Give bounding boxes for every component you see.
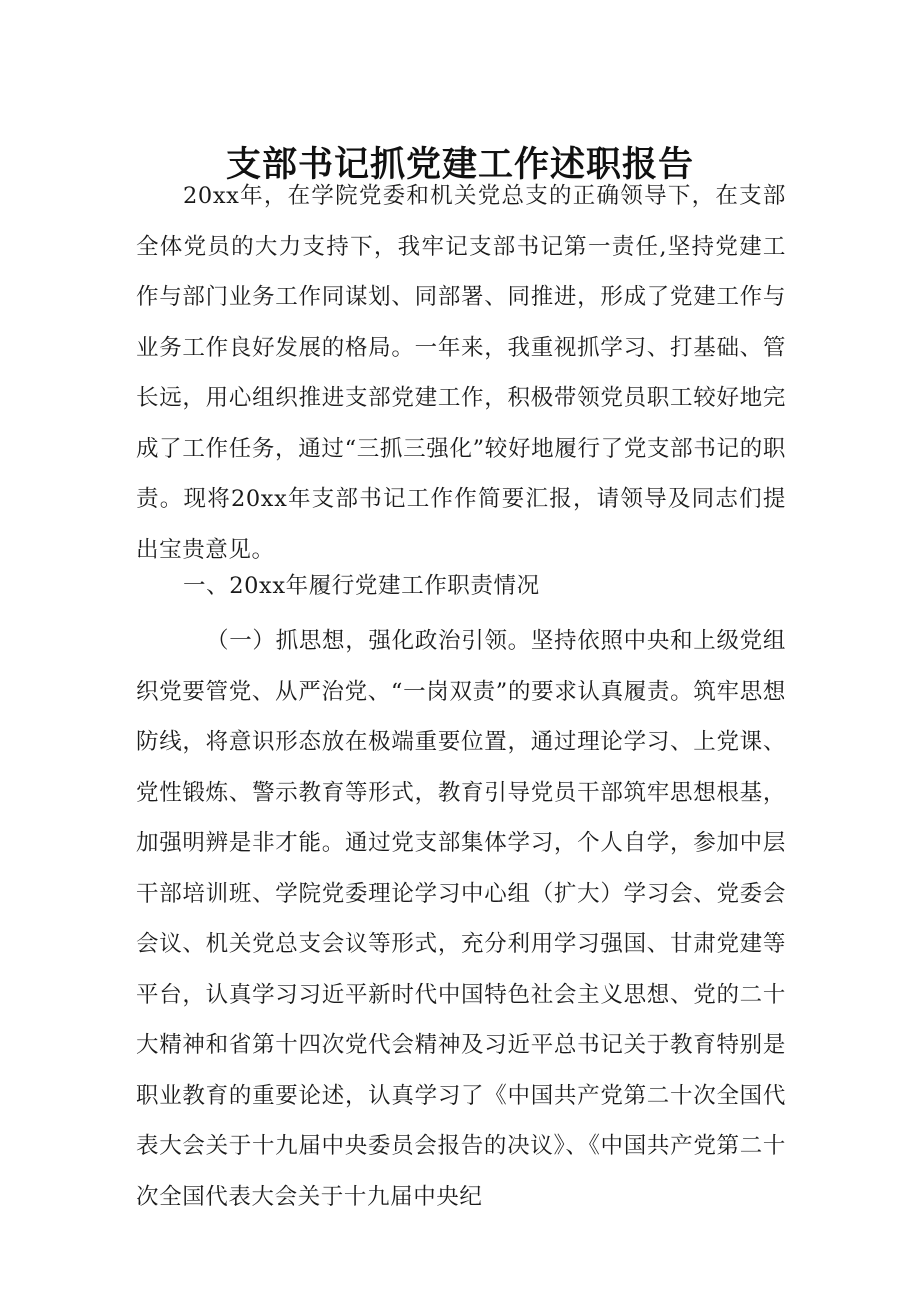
section-paragraph: （一）抓思想，强化政治引领。坚持依照中央和上级党组织党要管党、从严治党、“一岗双责”的要求认真履责。筑牢思想防线，将意识形态放在极端重要位置，通过理论学习、上党课、党性锻炼、警示教育等形式，教育引导党员干部筑牢思想根基，加强明辨是非才能。通过党支部集体学习，个人自学，参加中层干部培训班、学院党委理论学习中心组（扩大）学习会、党委会会议、机关党总支会议等形式，充分利用学习强国、甘肃党建等平台，认真学习习近平新时代中国特色社会主义思想、党的二十大精神和省第十四次党代会精神及习近平总书记关于教育特别是职业教育的重要论述，认真学习了《中国共产党第二十次全国代表大会关于十九届中央委员会报告的决议》、《中国共产党第二十次全国代表大会关于十九届中央纪 [136,628,786,1210]
document-title: 支部书记抓党建工作述职报告 [225,145,694,186]
section-heading: 一、20xx年履行党建工作职责情况 [183,573,540,599]
intro-paragraph: 20xx年，在学院党委和机关党总支的正确领导下，在支部全体党员的大力支持下，我牢记支部书记第一责任,坚持党建工作与部门业务工作同谋划、同部署、同推进，形成了党建工作与业务工作良好发展的格局。一年来，我重视抓学习、打基础、管长远，用心组织推进支部党建工作，积极带领党员职工较好地完成了工作任务，通过“三抓三强化”较好地履行了党支部书记的职责。现将20xx年支部书记工作作简要汇报，请领导及同志们提出宝贵意见。 [136,183,786,563]
